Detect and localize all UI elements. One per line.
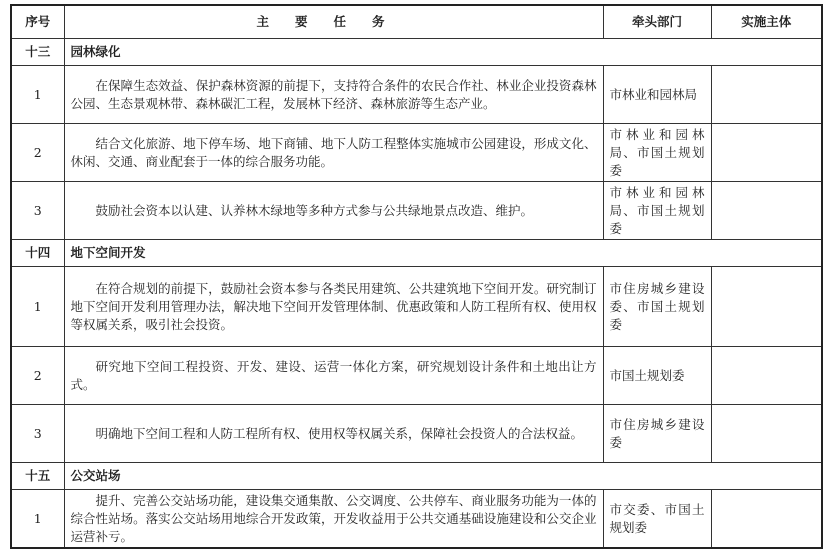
item-number: 3 (11, 405, 64, 463)
table-row (11, 124, 822, 182)
implementer-cell (711, 490, 822, 549)
table-row (11, 182, 822, 240)
section-number: 十四 (11, 240, 64, 267)
implementer-cell (711, 405, 822, 463)
task-cell: 结合文化旅游、地下停车场、地下商铺、地下人防工程整体实施城市公园建设，形成文化、休闲、交通、商业配套于一体的综合服务功能。 (64, 124, 603, 182)
task-table (10, 4, 823, 549)
implementer-cell (711, 66, 822, 124)
header-row (11, 5, 822, 39)
item-number: 1 (11, 66, 64, 124)
item-number: 3 (11, 182, 64, 240)
section-row (11, 39, 822, 66)
implementer-cell (711, 182, 822, 240)
section-row (11, 463, 822, 490)
task-cell: 鼓励社会资本以认建、认养林木绿地等多种方式参与公共绿地景点改造、维护。 (64, 182, 603, 240)
lead-department-cell: 市住房城乡建设委、市国土规划委 (603, 267, 711, 347)
item-number: 2 (11, 124, 64, 182)
lead-department-cell: 市林业和园林局、市国土规划委 (603, 182, 711, 240)
task-cell: 提升、完善公交站场功能，建设集交通集散、公交调度、公共停车、商业服务功能为一体的综合性站场。落实公交站场用地综合开发政策，开发收益用于公共交通基础设施建设和公交企业运营补亏。 (64, 490, 603, 549)
task-cell: 在保障生态效益、保护森林资源的前提下，支持符合条件的农民合作社、林业企业投资森林公园、生态景观林带、森林碳汇工程，发展林下经济、森林旅游等生态产业。 (64, 66, 603, 124)
task-cell: 明确地下空间工程和人防工程所有权、使用权等权属关系，保障社会投资人的合法权益。 (64, 405, 603, 463)
section-number: 十三 (11, 39, 64, 66)
lead-department-cell: 市林业和园林局、市国土规划委 (603, 124, 711, 182)
lead-department-cell: 市交委、市国土规划委 (603, 490, 711, 549)
header-impl: 实施主体 (711, 5, 822, 39)
lead-department-cell: 市住房城乡建设委 (603, 405, 711, 463)
task-cell: 在符合规划的前提下，鼓励社会资本参与各类民用建筑、公共建筑地下空间开发。研究制订地下空间开发利用管理办法，解决地下空间开发管理体制、优惠政策和人防工程所有权、使用权等权属关系，吸引社会投资。 (64, 267, 603, 347)
section-row (11, 240, 822, 267)
table-row (11, 347, 822, 405)
table-row (11, 66, 822, 124)
table-row (11, 490, 822, 549)
header-no: 序号 (11, 5, 64, 39)
section-number: 十五 (11, 463, 64, 490)
implementer-cell (711, 267, 822, 347)
section-title: 园林绿化 (64, 39, 822, 66)
task-cell: 研究地下空间工程投资、开发、建设、运营一体化方案，研究规划设计条件和土地出让方式。 (64, 347, 603, 405)
lead-department-cell: 市林业和园林局 (603, 66, 711, 124)
item-number: 1 (11, 490, 64, 549)
table-row (11, 405, 822, 463)
implementer-cell (711, 347, 822, 405)
implementer-cell (711, 124, 822, 182)
section-title: 地下空间开发 (64, 240, 822, 267)
header-task: 主要任务 (64, 5, 603, 39)
item-number: 2 (11, 347, 64, 405)
table-row (11, 267, 822, 347)
header-lead: 牵头部门 (603, 5, 711, 39)
section-title: 公交站场 (64, 463, 822, 490)
lead-department-cell: 市国土规划委 (603, 347, 711, 405)
item-number: 1 (11, 267, 64, 347)
